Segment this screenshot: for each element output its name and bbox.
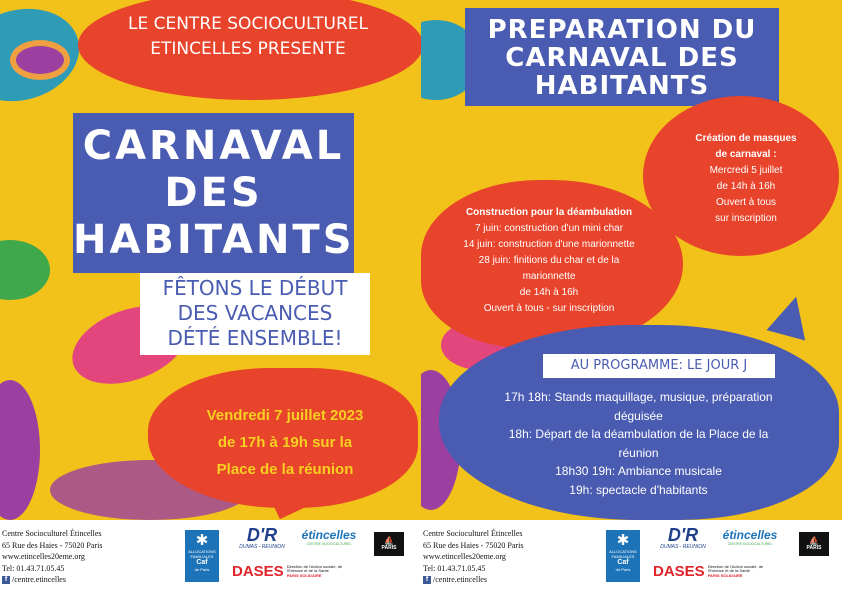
- contact-block: [2, 528, 102, 586]
- presenter-line: LE CENTRE SOCIOCULTUREL: [127, 14, 369, 34]
- dir-logo: [653, 526, 713, 550]
- construction-line: 7 juin: construction d'un mini char: [474, 223, 624, 234]
- left-poster: [0, 0, 421, 520]
- paris-logo: [374, 532, 404, 556]
- caf-emblem-icon: ✱: [195, 532, 209, 549]
- caf-emblem-icon: ✱: [616, 532, 630, 549]
- dases-logo: [653, 564, 783, 579]
- masks-line: de 14h à 16h: [716, 181, 776, 192]
- caf-label: de Paris: [615, 567, 631, 572]
- dir-label: D'R: [667, 525, 699, 545]
- paris-label: PARIS: [381, 545, 397, 551]
- center-address: 65 Rue des Haies - 75020 Paris: [2, 540, 103, 550]
- caf-logo: [185, 530, 219, 582]
- program-line: réunion: [618, 445, 659, 460]
- construction-heading: Construction pour la déambulation: [465, 207, 633, 218]
- dases-label: PARIS SOLIDAIRE: [286, 572, 322, 578]
- ship-icon: ⛵: [384, 536, 394, 545]
- masks-info: [661, 131, 831, 227]
- dases-label: Direction de l'Action sociale, de l'Enfance et de la Santé: [286, 563, 343, 574]
- event-time: de 17h à 19h sur la: [217, 434, 353, 451]
- website-link[interactable]: www.etincelles20eme.org: [423, 552, 506, 561]
- program-heading: AU PROGRAMME: LE JOUR J: [543, 354, 775, 378]
- program-line: 18h30 19h: Ambiance musicale: [555, 464, 722, 478]
- title-line: CARNAVAL: [82, 123, 345, 169]
- dir-label: D'R: [246, 525, 278, 545]
- program-line: 18h: Départ de la déambulation de la Place de la: [508, 427, 769, 441]
- prep-title-line: HABITANTS: [534, 71, 710, 101]
- dases-label: Direction de l'Action sociale, de l'Enfance et de la Santé: [707, 563, 764, 574]
- caf-label: Caf: [617, 559, 629, 566]
- construction-info: [429, 205, 669, 317]
- etincelles-logo: [717, 528, 783, 546]
- website-link[interactable]: www.etincelles20eme.org: [2, 552, 85, 561]
- phone-number: Tel: 01.43.71.05.45: [423, 563, 486, 573]
- prep-title-line: CARNAVAL DES: [505, 43, 739, 73]
- masks-heading: Création de masques: [695, 133, 797, 144]
- etincelles-logo: [296, 528, 362, 546]
- dases-label: DASES: [653, 563, 705, 580]
- facebook-link[interactable]: /centre.etincelles: [433, 575, 487, 584]
- construction-line: de 14h à 16h: [519, 287, 579, 298]
- construction-line: 28 juin: finitions du char et de la: [478, 255, 620, 266]
- event-date: Vendredi 7 juillet 2023: [206, 407, 364, 424]
- title-line: HABITANTS: [73, 217, 355, 263]
- program-info: [461, 388, 816, 499]
- ship-icon: ⛵: [809, 536, 819, 545]
- etincelles-label: étincelles: [722, 528, 778, 542]
- presenter-text: [88, 12, 408, 62]
- program-line: 19h: spectacle d'habitants: [569, 482, 708, 497]
- tagline-box: [140, 273, 370, 355]
- tagline-line: DES VACANCES: [177, 301, 333, 325]
- facebook-link[interactable]: /centre.etincelles: [12, 575, 66, 584]
- construction-line: 14 juin: construction d'une marionnette: [463, 239, 635, 250]
- dases-label: PARIS SOLIDAIRE: [707, 572, 743, 578]
- etincelles-label: étincelles: [301, 528, 357, 542]
- tagline-line: FÊTONS LE DÉBUT: [162, 276, 348, 300]
- paris-label: PARIS: [806, 545, 822, 551]
- masks-heading: de carnaval :: [715, 149, 777, 160]
- dases-label: DASES: [232, 563, 284, 580]
- construction-line: marionnette: [522, 271, 576, 282]
- etincelles-label: CENTRE SOCIOCULTUREL: [727, 542, 773, 546]
- mask-decoration-icon: [10, 40, 70, 80]
- caf-label: de Paris: [194, 567, 210, 572]
- prep-title-box: [465, 8, 779, 106]
- center-name: Centre Socioculturel Étincelles: [2, 529, 102, 538]
- dases-logo: [232, 564, 362, 579]
- center-address: 65 Rue des Haies - 75020 Paris: [423, 540, 524, 550]
- construction-line: Ouvert à tous - sur inscription: [483, 303, 615, 314]
- title-line: DES: [164, 170, 263, 216]
- facebook-icon: f: [423, 576, 431, 584]
- paris-logo: [799, 532, 829, 556]
- dir-logo: [232, 526, 292, 550]
- dir-label: DUMAS - REUNION: [239, 544, 285, 550]
- caf-label: ALLOCATIONS FAMILIALES: [188, 549, 216, 559]
- dir-label: DUMAS - REUNION: [660, 544, 706, 550]
- right-poster: [421, 0, 842, 520]
- center-name: Centre Socioculturel Étincelles: [423, 529, 523, 538]
- tagline-line: DÉTÉ ENSEMBLE!: [167, 326, 343, 350]
- etincelles-label: CENTRE SOCIOCULTUREL: [306, 542, 352, 546]
- left-footer: [0, 520, 421, 595]
- mask-decoration-icon: [0, 240, 50, 300]
- masks-line: sur inscription: [715, 213, 777, 224]
- masks-line: Mercredi 5 juillet: [709, 165, 783, 176]
- program-line: 17h 18h: Stands maquillage, musique, préparation: [504, 390, 773, 404]
- facebook-icon: f: [2, 576, 10, 584]
- caf-logo: [606, 530, 640, 582]
- event-title-box: [73, 113, 354, 273]
- mask-decoration-icon: [0, 380, 40, 520]
- masks-line: Ouvert à tous: [715, 197, 777, 208]
- caf-label: ALLOCATIONS FAMILIALES: [609, 549, 637, 559]
- contact-block: [423, 528, 523, 586]
- presenter-line: ETINCELLES PRESENTE: [150, 39, 346, 59]
- event-details: [160, 402, 410, 483]
- right-footer: [421, 520, 842, 595]
- bubble-tail: [767, 292, 816, 341]
- program-line: déguisée: [614, 408, 663, 423]
- event-place: Place de la réunion: [216, 461, 354, 478]
- phone-number: Tel: 01.43.71.05.45: [2, 563, 65, 573]
- prep-title-line: PREPARATION DU: [487, 15, 757, 45]
- caf-label: Caf: [196, 559, 208, 566]
